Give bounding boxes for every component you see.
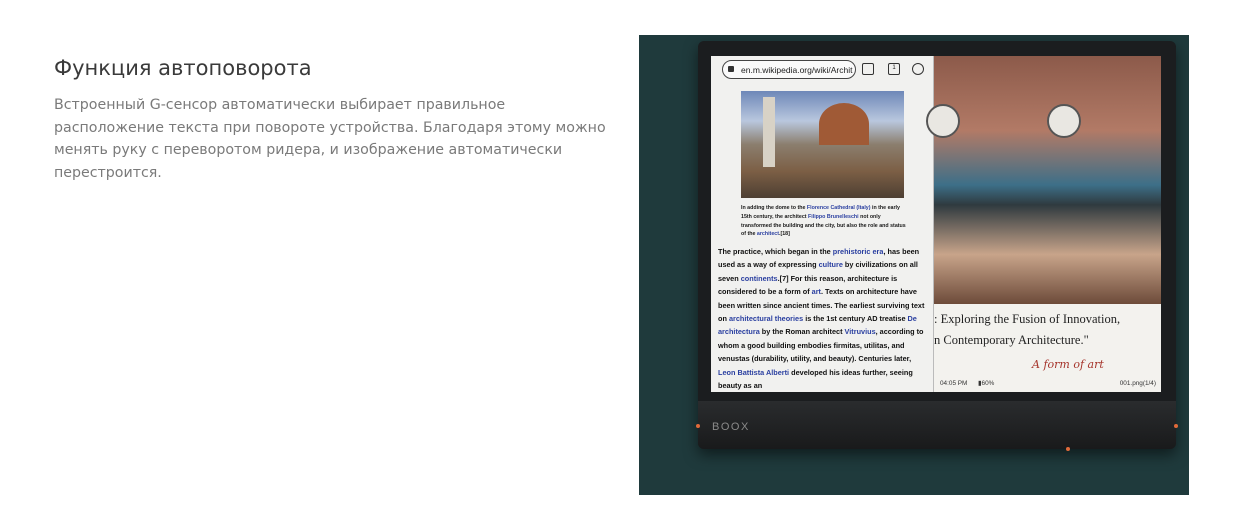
file-name: 001.png(1/4) [1119, 380, 1156, 387]
article-text: The practice, which began in the [718, 247, 833, 256]
feature-section [54, 56, 614, 184]
article-link[interactable]: Leon Battista Alberti [718, 367, 790, 377]
lock-icon [728, 66, 734, 72]
article-text: is the 1st century AD treatise [803, 314, 908, 324]
brand-logo: BOOX [712, 421, 750, 433]
bell-tower [763, 97, 775, 167]
article-link[interactable]: culture [818, 260, 843, 270]
tabs-count: 1 [892, 65, 896, 71]
feature-description: Встроенный G-сенсор автоматически выбирает правильное расположение текста при повороте устройства. Благодаря этому можно менять руку с переворотом ридера, и изображение автоматически перестроится. [54, 97, 606, 181]
article-text: developed his ideas further, seeing beauty as an [718, 367, 913, 391]
architecture-photo [934, 56, 1161, 304]
article-text [718, 245, 928, 392]
home-icon[interactable] [862, 63, 874, 75]
article-text: , has been used as a way of expressing [718, 247, 920, 270]
image-caption [741, 204, 907, 239]
article-link[interactable]: De architectura [718, 314, 917, 337]
clock-right [1047, 104, 1081, 138]
side-marker-right [1174, 424, 1178, 428]
caption-link[interactable]: architect [756, 231, 779, 238]
url-text: en.m.wikipedia.org/wiki/Archit [741, 65, 853, 75]
caption-link[interactable]: Filippo Brunelleschi [808, 213, 859, 220]
article-text: .[7] For this reason, architecture is considered to be a form of [718, 273, 898, 297]
article-link[interactable]: architectural theories [728, 314, 804, 324]
ereader-device [698, 41, 1176, 449]
article-link[interactable]: continents [740, 273, 778, 283]
article-link[interactable]: art [811, 287, 821, 297]
browser-pane [711, 56, 933, 392]
tabs-icon[interactable] [888, 63, 900, 75]
battery-text: 60% [981, 380, 995, 387]
url-bar[interactable] [722, 60, 856, 79]
article-text: by the Roman architect [759, 327, 845, 337]
battery-level: ▮60% [978, 380, 995, 387]
poster-line-2: n Contemporary Architecture." [934, 333, 1089, 347]
caption-link[interactable]: Florence Cathedral (Italy) [806, 205, 871, 211]
caption-text: in the early 15th century, the architect [741, 205, 900, 220]
cathedral-dome [819, 103, 869, 145]
caption-text: .[18] [778, 231, 790, 238]
handwritten-note: A form of art [1032, 358, 1104, 371]
more-icon[interactable] [912, 63, 924, 75]
article-text: by civilizations on all seven [718, 260, 918, 283]
article-link[interactable]: Vitruvius [844, 327, 876, 337]
poster-line-1: : Exploring the Fusion of Innovation, [934, 312, 1121, 326]
device-photo [639, 35, 1189, 495]
article-link[interactable]: prehistoric era [832, 247, 884, 256]
cathedral-image [741, 91, 904, 198]
article-text: . Texts on architecture have been written since ancient times. The earliest surviving text on [718, 287, 925, 324]
status-time: 04:05 PM [940, 380, 968, 387]
side-marker-left [696, 424, 700, 428]
device-bezel [698, 401, 1176, 449]
clock-left [926, 104, 960, 138]
caption-text: not only transformed the building and the city, but also the role and status of the [741, 213, 906, 238]
image-viewer-pane [933, 56, 1161, 392]
caption-text: In adding the dome to the [741, 205, 807, 211]
bottom-marker [1066, 447, 1070, 451]
article-text: , according to whom a good building embodies firmitas, utilitas, and venustas (durability, utility, and beauty). Centuries later, [718, 327, 924, 364]
device-screen [711, 56, 1161, 392]
feature-heading: Функция автоповорота [54, 56, 312, 80]
